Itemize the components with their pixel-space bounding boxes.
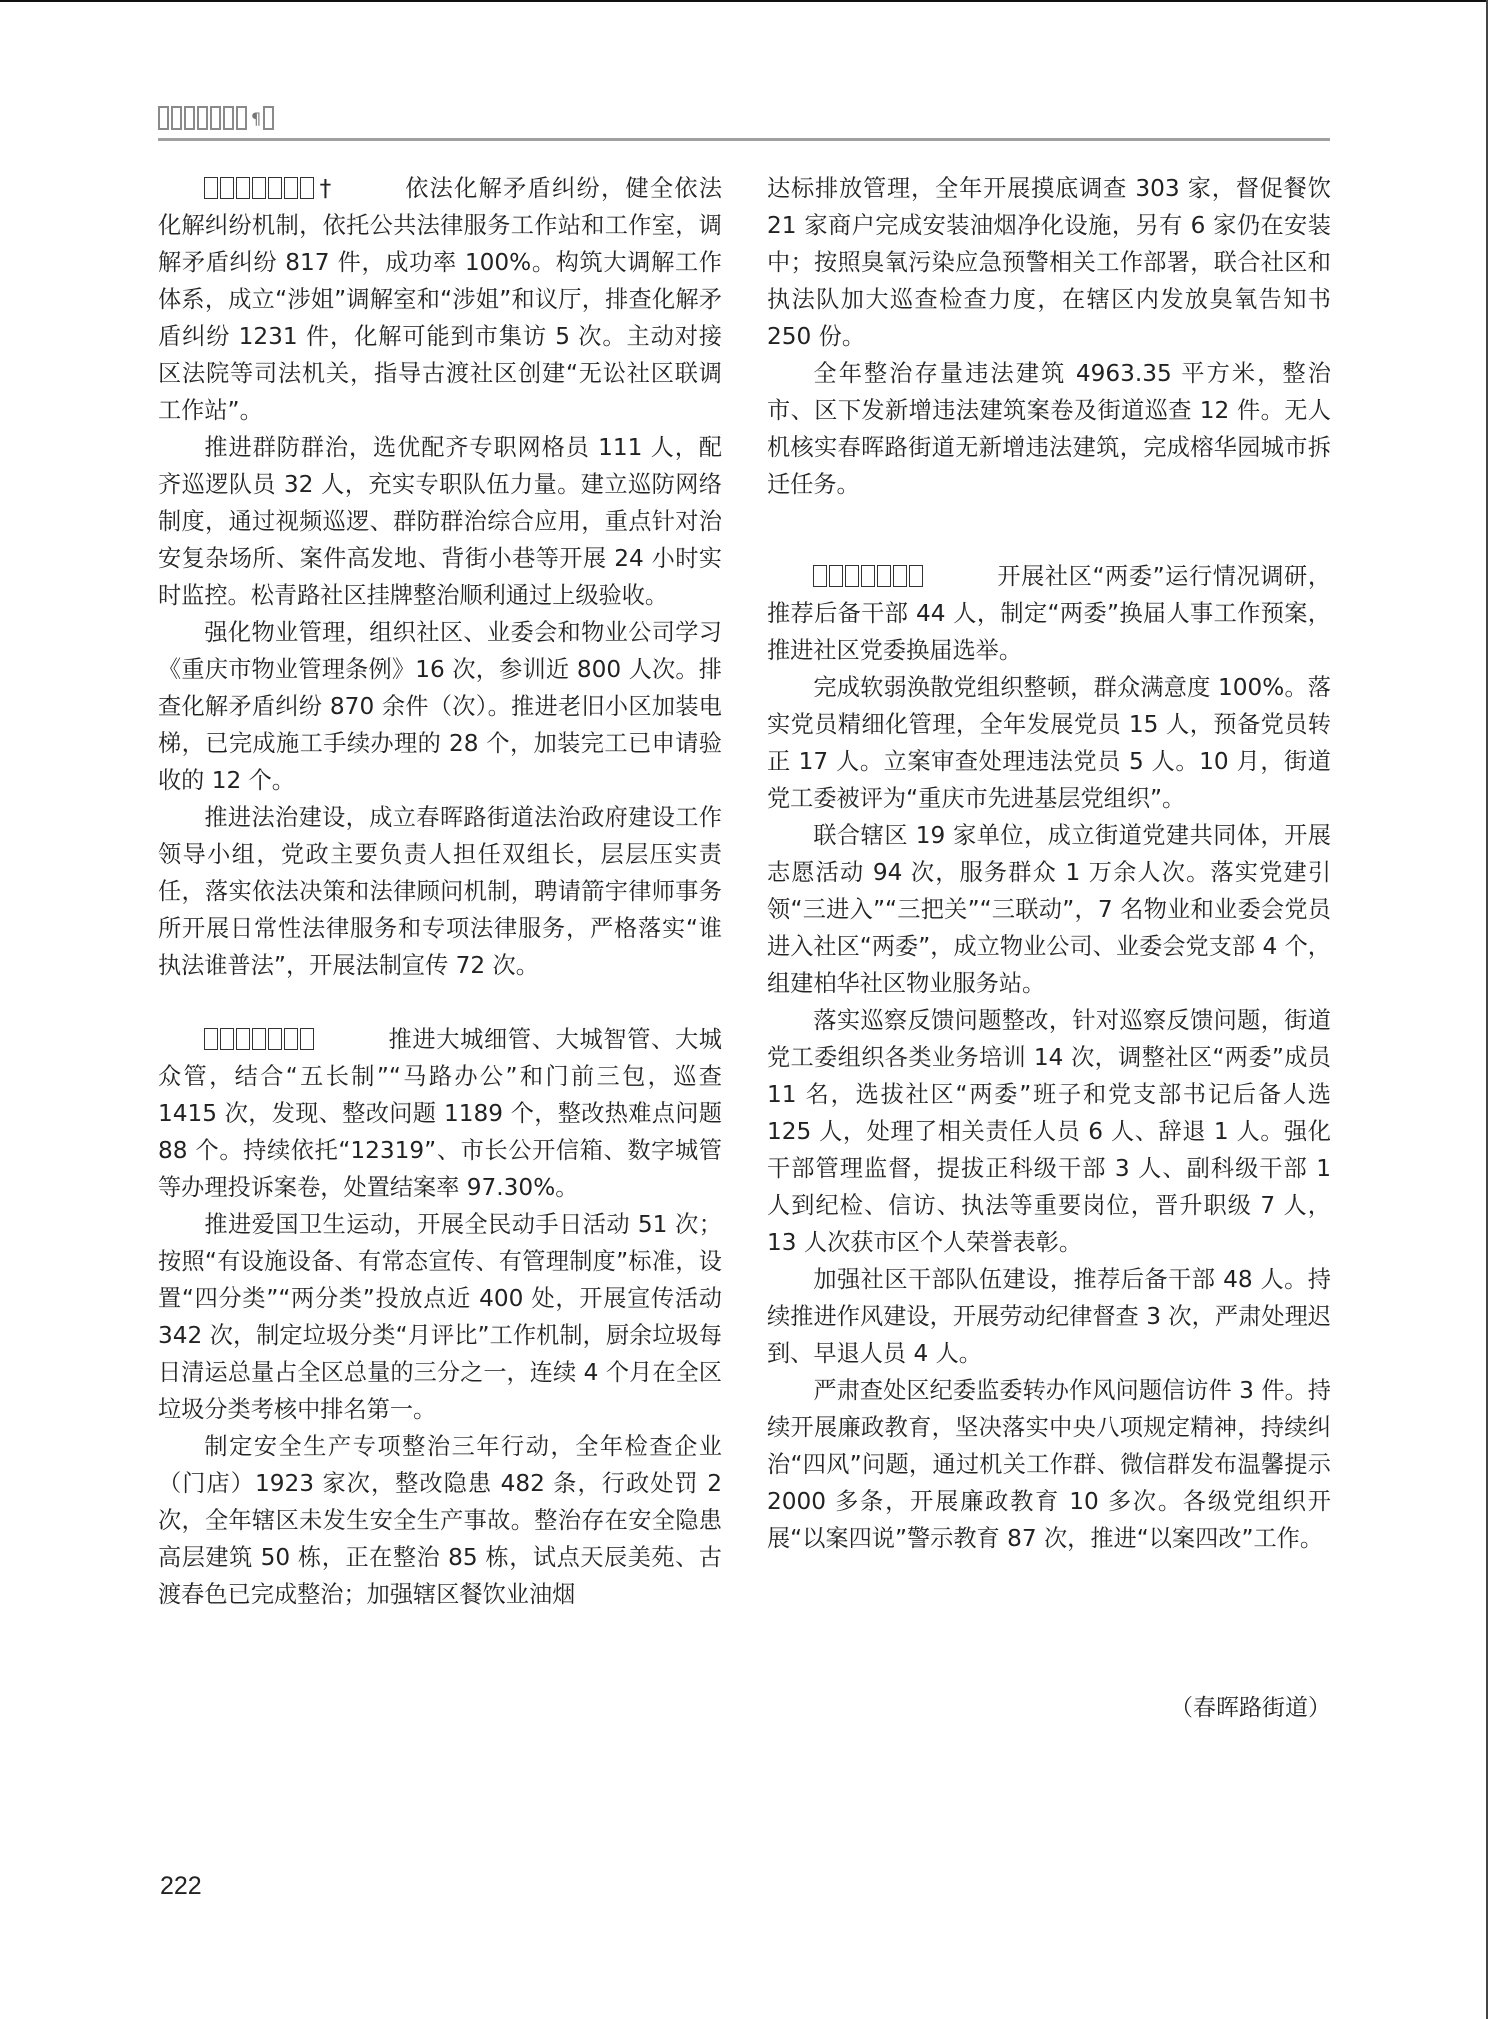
- missing-glyph-icon: [223, 106, 234, 130]
- paragraph-text: 依法化解矛盾纠纷，健全依法化解纠纷机制，依托公共法律服务工作站和工作室，调解矛盾纠纷 817 件，成功率 100%。构筑大调解工作体系，成立“涉姐”调解室和“涉姐”和议厅，排查化解矛盾纠纷 1231 件，化解可能到市集访 5 次。主动对接区法院等司法机关，指导古渡社区创建“无讼社区联调工作站”。: [158, 175, 723, 424]
- paragraph: 推进群防群治，选优配齐专职网格员 111 人，配齐巡逻队员 32 人，充实专职队伍力量。建立巡防网络制度，通过视频巡逻、群防群治综合应用，重点针对治安复杂场所、案件高发地、背街小巷等开展 24 小时实时监控。松青路社区挂牌整治顺利通过上级验收。: [158, 434, 722, 609]
- missing-glyph-icon: [184, 106, 195, 130]
- paragraph-text: 开展社区“两委”运行情况调研，推荐后备干部 44 人，制定“两委”换届人事工作预案，推进社区党委换届选举。: [767, 563, 1332, 664]
- paragraph-text: 推进大城细管、大城智管、大城众管，结合“五长制”“马路办公”和门前三包，巡查 1415 次，发现、整改问题 1189 个，整改热难点问题 88 个。持续依托“12319”、市长公开信箱、数字城管等办理投诉案卷，处置结案率 97.30%。: [158, 1026, 722, 1201]
- dagger-mark: †: [318, 175, 333, 202]
- missing-glyph-icon: [236, 1028, 250, 1050]
- missing-glyph-icon: [284, 177, 298, 199]
- missing-glyph-icon: [263, 106, 274, 130]
- missing-glyph-icon: [268, 177, 282, 199]
- paragraph: 完成软弱涣散党组织整顿，群众满意度 100%。落实党员精细化管理，全年发展党员 15 人，预备党员转正 17 人。立案审查处理违法党员 5 人。10 月，街道党工委被评为“重庆市先进基层党组织”。: [767, 674, 1331, 812]
- missing-glyph-icon: [861, 565, 875, 587]
- page-number: 222: [160, 1872, 202, 1900]
- paragraph: [767, 558, 1331, 669]
- left-column: [158, 170, 722, 1613]
- paragraph: 严肃查处区纪委监委转办作风问题信访件 3 件。持续开展廉政教育，坚决落实中央八项规定精神，持续纠治“四风”问题，通过机关工作群、微信群发布温馨提示 2000 多条，开展廉政教育 10 多次。各级党组织开展“以案四说”警示教育 87 次，推进“以案四改”工作。: [767, 1377, 1331, 1552]
- header-rule: [158, 138, 1330, 141]
- missing-glyph-icon: [220, 1028, 234, 1050]
- paragraph: 落实巡察反馈问题整改，针对巡察反馈问题，街道党工委组织各类业务培训 14 次，调整社区“两委”成员 11 名，选拔社区“两委”班子和党支部书记后备人选 125 人，处理了相关责任人员 6 人、辞退 1 人。强化干部管理监督，提拔正科级干部 3 人、副科级干部 1 人到纪检、信访、执法等重要岗位，晋升职级 7 人，13 人次获市区个人荣誉表彰。: [767, 1007, 1331, 1256]
- missing-glyph-icon: [210, 106, 221, 130]
- paragraph: [158, 170, 722, 429]
- running-head-mark: ¶: [251, 108, 262, 128]
- missing-glyph-icon: [845, 565, 859, 587]
- missing-glyph-icon: [284, 1028, 298, 1050]
- section-heading-legal: [204, 175, 405, 202]
- missing-glyph-icon: [252, 1028, 266, 1050]
- missing-glyph-icon: [220, 177, 234, 199]
- paragraph: 推进爱国卫生运动，开展全民动手日活动 51 次；按照“有设施设备、有常态宣传、有管理制度”标准，设置“四分类”“两分类”投放点近 400 处，开展宣传活动 342 次，制定垃圾分类“月评比”工作机制，厨余垃圾每日清运总量占全区总量的三分之一，连续 4 个月在全区垃圾分类考核中排名第一。: [158, 1211, 722, 1423]
- missing-glyph-icon: [813, 565, 827, 587]
- author-signature: （春晖路街道）: [1170, 1695, 1331, 1721]
- missing-glyph-icon: [204, 177, 218, 199]
- missing-glyph-icon: [252, 177, 266, 199]
- missing-glyph-icon: [300, 177, 314, 199]
- missing-glyph-icon: [204, 1028, 218, 1050]
- missing-glyph-icon: [300, 1028, 314, 1050]
- paragraph: 推进法治建设，成立春晖路街道法治政府建设工作领导小组，党政主要负责人担任双组长，层层压实责任，落实依法决策和法律顾问机制，聘请箭宇律师事务所开展日常性法律服务和专项法律服务，严格落实“谁执法谁普法”，开展法制宣传 72 次。: [158, 804, 722, 979]
- missing-glyph-icon: [893, 565, 907, 587]
- missing-glyph-icon: [877, 565, 891, 587]
- section-heading-party: [813, 563, 997, 590]
- section-heading-urban: [204, 1026, 388, 1053]
- missing-glyph-icon: [268, 1028, 282, 1050]
- paragraph: 强化物业管理，组织社区、业委会和物业公司学习《重庆市物业管理条例》16 次，参训近 800 人次。排查化解矛盾纠纷 870 余件（次）。推进老旧小区加装电梯，已完成施工手续办理的 28 个，加装完工已申请验收的 12 个。: [158, 619, 722, 794]
- paragraph: 全年整治存量违法建筑 4963.35 平方米，整治市、区下发新增违法建筑案卷及街道巡查 12 件。无人机核实春晖路街道无新增违法建筑，完成榕华园城市拆迁任务。: [767, 360, 1331, 498]
- paragraph: [158, 1021, 722, 1206]
- missing-glyph-icon: [909, 565, 923, 587]
- page-top-border: [0, 0, 1488, 2]
- missing-glyph-icon: [236, 106, 247, 130]
- paragraph: 联合辖区 19 家单位，成立街道党建共同体，开展志愿活动 94 次，服务群众 1 万余人次。落实党建引领“三进入”“三把关”“三联动”，7 名物业和业委会党员进入社区“两委”，成立物业公司、业委会党支部 4 个，组建柏华社区物业服务站。: [767, 822, 1331, 997]
- missing-glyph-icon: [171, 106, 182, 130]
- running-head: [158, 103, 276, 133]
- paragraph-continuation: 达标排放管理，全年开展摸底调查 303 家，督促餐饮 21 家商户完成安装油烟净化设施，另有 6 家仍在安装中；按照臭氧污染应急预警相关工作部署，联合社区和执法队加大巡查检查力度，在辖区内发放臭氧告知书 250 份。: [767, 175, 1331, 350]
- missing-glyph-icon: [829, 565, 843, 587]
- paragraph: 加强社区干部队伍建设，推荐后备干部 48 人。持续推进作风建设，开展劳动纪律督查 3 次，严肃处理迟到、早退人员 4 人。: [767, 1266, 1331, 1367]
- right-column: [767, 170, 1331, 1557]
- missing-glyph-icon: [158, 106, 169, 130]
- missing-glyph-icon: [236, 177, 250, 199]
- paragraph: 制定安全生产专项整治三年行动，全年检查企业（门店）1923 家次，整改隐患 482 条，行政处罚 2 次，全年辖区未发生安全生产事故。整治存在安全隐患高层建筑 50 栋，正在整治 85 栋，试点天辰美苑、古渡春色已完成整治；加强辖区餐饮业油烟: [158, 1433, 722, 1608]
- missing-glyph-icon: [197, 106, 208, 130]
